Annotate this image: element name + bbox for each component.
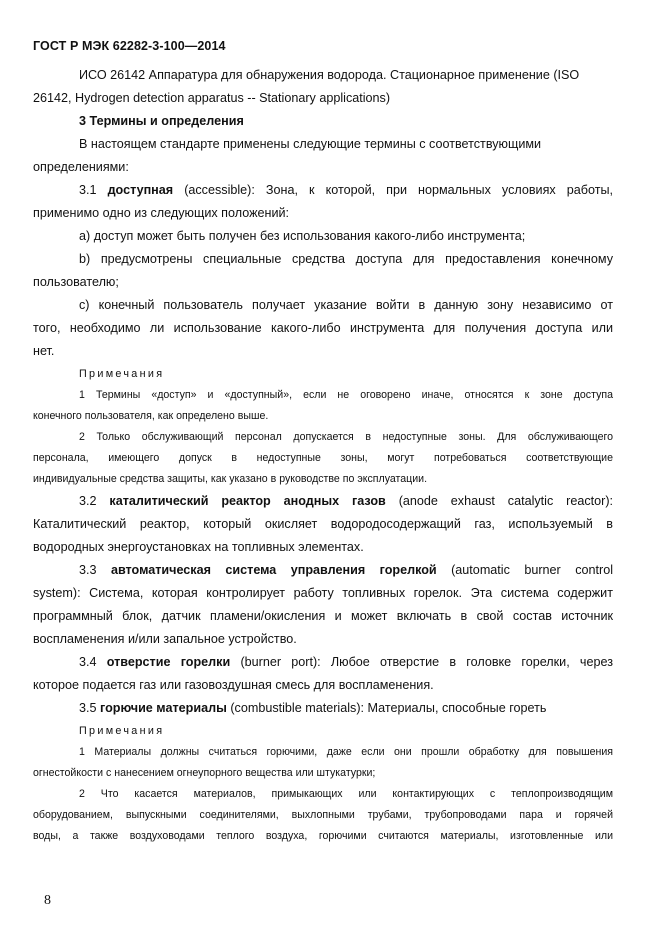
term-definition: (burner port): Любое отверстие в головке горелки, через <box>240 655 613 669</box>
section-intro-line: определениями: <box>33 160 129 174</box>
term-3-1-line <box>79 182 613 198</box>
term-3-1-line: применимо одно из следующих положений: <box>33 206 290 220</box>
term-3-3-line <box>79 562 613 578</box>
term-definition: (anode exhaust catalytic reactor): <box>398 494 614 508</box>
note-line: 1 Термины «доступ» и «доступный», если не оговорено иначе, относятся к зоне доступа <box>79 389 613 401</box>
term-3-4-line: которое подается газ или газовоздушная смесь для воспламенения. <box>33 678 434 692</box>
note-line: персонала, имеющего допуск в недоступные зоны, могут потребоваться соответствующие <box>33 452 613 464</box>
term-name: автоматическая система управления горелкой <box>110 563 437 577</box>
term-name: отверстие горелки <box>106 655 231 669</box>
note-line: воды, а также воздуховодами теплого воздуха, горючими считаются материалы, изготовленные или <box>33 830 613 842</box>
note-line: индивидуальные средства защиты, как указано в руководстве по эксплуатации. <box>33 473 428 485</box>
term-definition: (combustible materials): Материалы, способные гореть <box>230 701 547 715</box>
note-line: оборудованием, выпускными соединителями, выхлопными трубами, трубопроводами пара и горячей <box>33 809 613 821</box>
term-number: 3.3 <box>79 563 97 577</box>
iso-ref-line: ИСО 26142 Аппаратура для обнаружения водорода. Стационарное применение (ISO <box>79 68 580 82</box>
list-item-c: c) конечный пользователь получает указание войти в данную зону независимо от <box>79 298 613 312</box>
document-header: ГОСТ Р МЭК 62282-3-100—2014 <box>33 39 226 53</box>
notes-title: Примечания <box>79 725 165 737</box>
note-line: конечного пользователя, как определено выше. <box>33 410 269 422</box>
term-number: 3.2 <box>79 494 97 508</box>
term-3-2-line <box>79 493 613 509</box>
note-line: огнестойкости с нанесением огнеупорного вещества или штукатурки; <box>33 767 376 779</box>
section-intro-line: В настоящем стандарте применены следующие термины с соответствующими <box>79 137 542 151</box>
page-number: 8 <box>44 893 51 908</box>
term-number: 3.4 <box>79 655 97 669</box>
term-definition: (automatic burner control <box>451 563 613 577</box>
term-3-2-line: водородных энергоустановках на топливных элементах. <box>33 540 364 554</box>
note-line: 2 Что касается материалов, примыкающих или контактирующих с теплопроизводящим <box>79 788 613 800</box>
list-item-a: a) доступ может быть получен без использования какого-либо инструмента; <box>79 229 526 243</box>
section-heading: 3 Термины и определения <box>79 114 244 128</box>
list-item-b: пользователю; <box>33 275 119 289</box>
term-name: доступная <box>107 183 174 197</box>
term-definition: (accessible): Зона, к которой, при нормальных условиях работы, <box>184 183 614 197</box>
note-line: 2 Только обслуживающий персонал допускается в недоступные зоны. Для обслуживающего <box>79 431 613 443</box>
notes-title: Примечания <box>79 368 165 380</box>
iso-ref-line: 26142, Hydrogen detection apparatus -- Stationary applications) <box>33 91 391 105</box>
term-number: 3.5 <box>79 701 97 715</box>
list-item-c: того, необходимо ли использование какого-либо инструмента для получения доступа или <box>33 321 613 335</box>
note-line: 1 Материалы должны считаться горючими, даже если они прошли обработку для повышения <box>79 746 613 758</box>
term-name: горючие материалы <box>100 701 227 715</box>
term-name: каталитический реактор анодных газов <box>109 494 386 508</box>
term-3-4-line <box>79 654 613 670</box>
list-item-c: нет. <box>33 344 55 358</box>
term-3-3-line: программный блок, датчик пламени/окисления и может включать в свой состав источник <box>33 609 613 623</box>
list-item-b: b) предусмотрены специальные средства доступа для предоставления конечному <box>79 252 613 266</box>
term-3-2-line: Каталитический реактор, который окисляет водородосодержащий газ, используемый в <box>33 517 613 531</box>
term-number: 3.1 <box>79 183 97 197</box>
term-3-5-line <box>79 700 613 716</box>
term-3-3-line: system): Система, которая контролирует работу топливных горелок. Эта система содержит <box>33 586 613 600</box>
term-3-3-line: воспламенения и/или запальное устройство. <box>33 632 297 646</box>
